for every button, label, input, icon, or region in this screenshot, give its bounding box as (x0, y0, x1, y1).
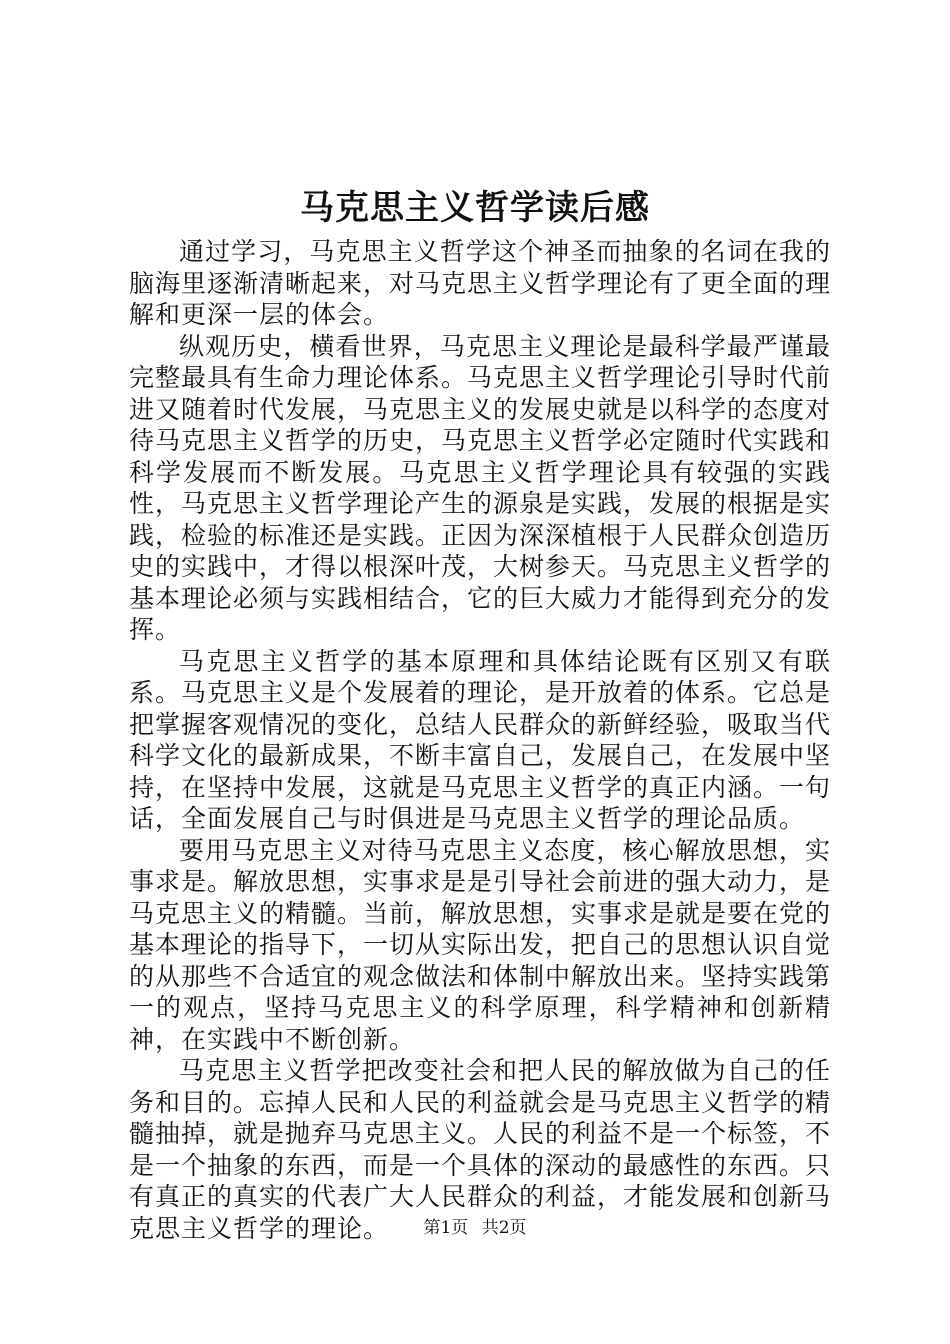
document-title: 马克思主义哲学读后感 (300, 188, 650, 228)
document-body (129, 236, 831, 1244)
page-number-current: 第1页 (423, 1218, 469, 1238)
paragraph-5: 马克思主义哲学把改变社会和把人民的解放做为自己的任务和目的。忘掉人民和人民的利益就会是马克思主义哲学的精髓抽掉，就是抛弃马克思主义。人民的利益不是一个标签，不是一个抽象的东西，而是一个具体的深动的最感性的东西。只有真正的真实的代表广大人民群众的利益，才能发展和创新马克思主义哲学的理论。 (129, 1056, 832, 1243)
page-footer (0, 1216, 950, 1240)
paragraph-1: 通过学习，马克思主义哲学这个神圣而抽象的名词在我的脑海里逐渐清晰起来，对马克思主义哲学理论有了更全面的理解和更深一层的体会。 (129, 237, 832, 329)
page-number-total: 共2页 (481, 1218, 527, 1238)
paragraph-3: 马克思主义哲学的基本原理和具体结论既有区别又有联系。马克思主义是个发展着的理论，是开放着的体系。它总是把掌握客观情况的变化，总结人民群众的新鲜经验，吸取当代科学文化的最新成果，不断丰富自己，发展自己，在发展中坚持，在坚持中发展，这就是马克思主义哲学的真正内涵。一句话，全面发展自己与时俱进是马克思主义哲学的理论品质。 (129, 646, 832, 833)
paragraph-2: 纵观历史，横看世界，马克思主义理论是最科学最严谨最完整最具有生命力理论体系。马克思主义哲学理论引导时代前进又随着时代发展，马克思主义的发展史就是以科学的态度对待马克思主义哲学的历史，马克思主义哲学必定随时代实践和科学发展而不断发展。马克思主义哲学理论具有较强的实践性，马克思主义哲学理论产生的源泉是实践，发展的根据是实践，检验的标准还是实践。正因为深深植根于人民群众创造历史的实践中，才得以根深叶茂，大树参天。马克思主义哲学的基本理论必须与实践相结合，它的巨大威力才能得到充分的发挥。 (129, 331, 832, 644)
paragraph-4: 要用马克思主义对待马克思主义态度，核心解放思想，实事求是。解放思想，实事求是是引导社会前进的强大动力，是马克思主义的精髓。当前，解放思想，实事求是就是要在党的基本理论的指导下，一切从实际出发，把自己的思想认识自觉的从那些不合适宜的观念做法和体制中解放出来。坚持实践第一的观点，坚持马克思主义的科学原理，科学精神和创新精神，在实践中不断创新。 (129, 835, 832, 1054)
